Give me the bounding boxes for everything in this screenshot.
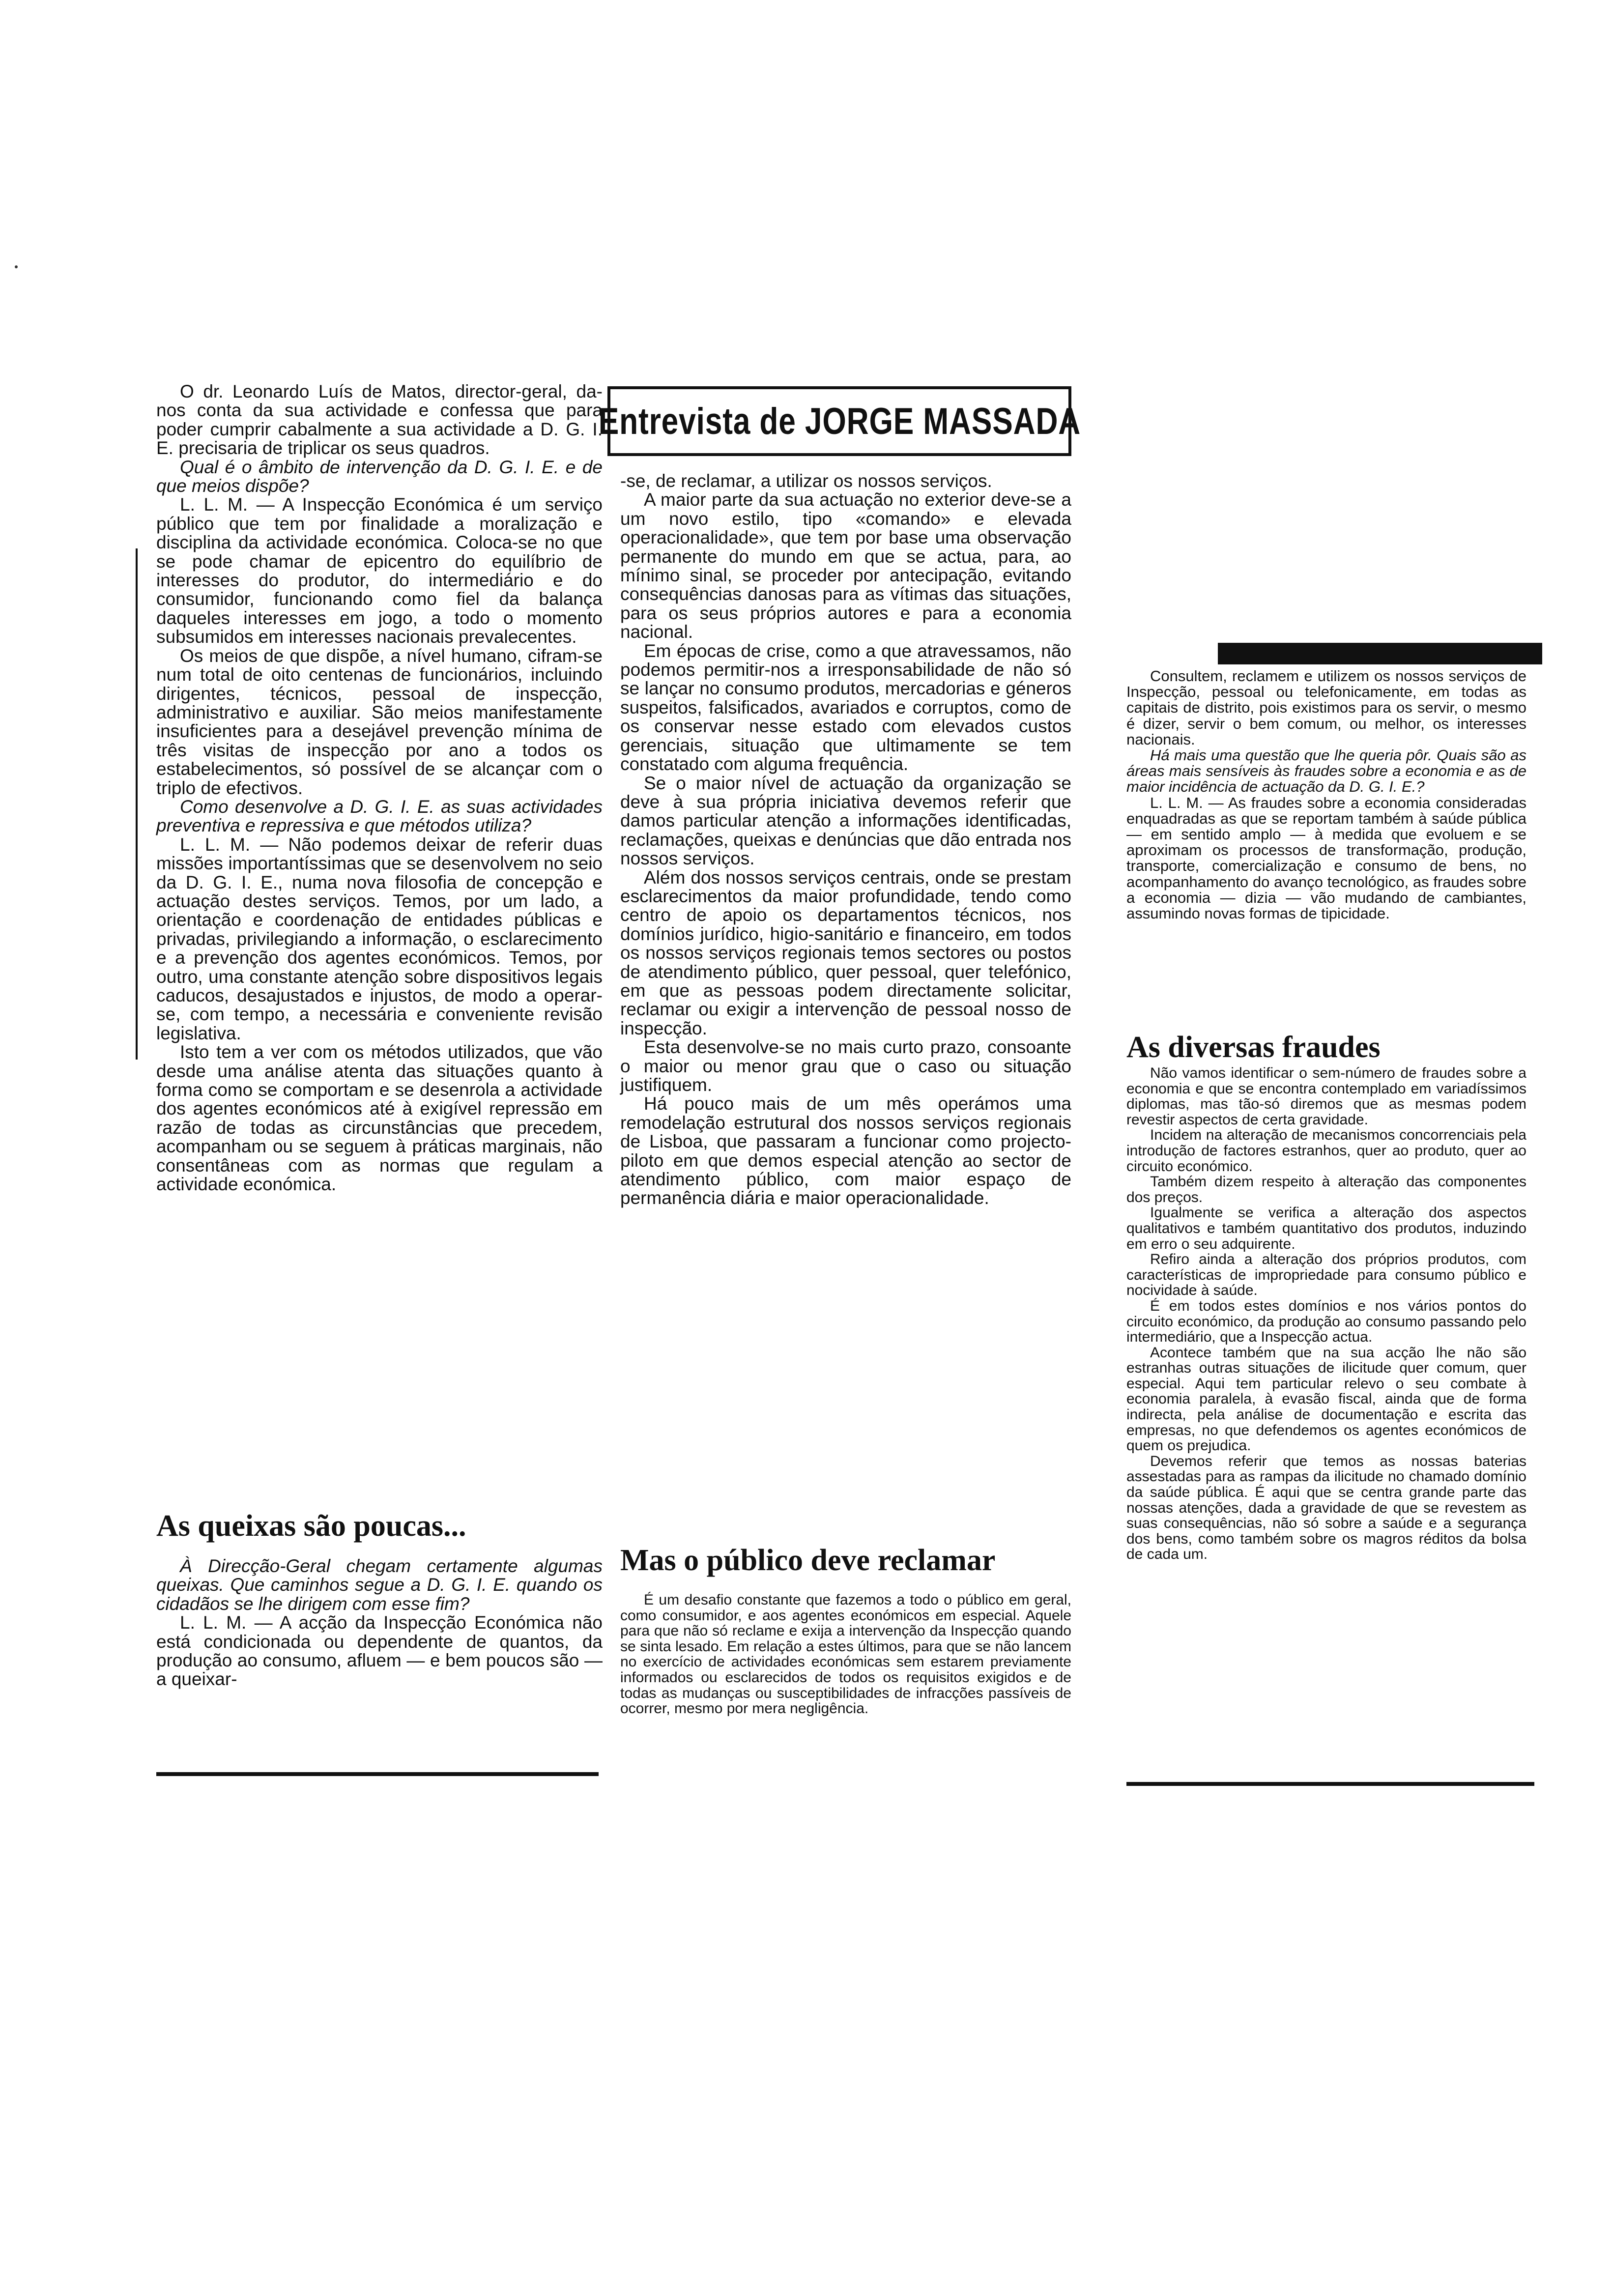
headline: Entrevista de JORGE MASSADA (598, 400, 1081, 442)
column-left-continued (156, 1557, 603, 1689)
paragraph: Devemos referir que temos as nossas baterias assestadas para as rampas da ilicitude no chamado domínio da saúde pública. É aqui que se centra grande parte das nossas atenções, dada a gravidade de que se revestem as suas consequências, não só sobre a saúde e a segurança dos bens, como também sobre os magros réditos da bolsa de cada um. (1126, 1453, 1526, 1563)
paragraph: Isto tem a ver com os métodos utilizados, que vão desde uma análise atenta das situações quanto à forma como se comportam e se desenrola a actividade dos agentes económicos até à exigível repressão em razão de todas as circunstâncias que precedem, acompanham ou se seguem à práticas marginais, não consentâneas com as normas que regulam a actividade económica. (156, 1042, 603, 1195)
paragraph: Igualmente se verifica a alteração dos aspectos qualitativos e também quantitativo dos produtos, induzindo em erro o seu adquirente. (1126, 1205, 1526, 1252)
column-middle-continued (620, 1592, 1071, 1717)
paragraph: L. L. M. — Não podemos deixar de referir duas missões importantíssimas que se desenvolvem no seio da D. G. I. E., numa nova filosofia de concepção e actuação destes serviços. Temos, por um lado, a orientação e coordenação de entidades públicas e privadas, privilegiando a informação, o esclarecimento e a prevenção dos agentes económicos. Temos, por outro, uma constante atenção sobre dispositivos legais caducos, desajustados e injustos, de modo a operar-se, com tempo, a necessária e conveniente revisão legislativa. (156, 834, 603, 1043)
bottom-rule-left (156, 1772, 599, 1776)
paragraph: Incidem na alteração de mecanismos concorrenciais pela introdução de factores estranhos, quer ao produto, quer ao circuito económico. (1126, 1127, 1526, 1175)
subhead-fraudes: As diversas fraudes (1126, 1031, 1381, 1064)
paragraph: Os meios de que dispõe, a nível humano, cifram-se num total de oito centenas de funcionários, incluindo dirigentes, técnicos, pessoal de inspecção, administrativo e auxiliar. São meios manifestamente insuficientes para a desejável prevenção mínima de três visitas de inspecção por ano a todos os estabelecimentos, só possível de se alcançar com o triplo de efectivos. (156, 645, 603, 798)
interview-question: Qual é o âmbito de intervenção da D. G. I. E. e de que meios dispõe? (156, 457, 603, 496)
paragraph: Em épocas de crise, como a que atravessamos, não podemos permitir-nos a irresponsabilidade de não só se lançar no consumo produtos, mercadorias e géneros suspeitos, falsificados, avariados e corruptos, como de os conservar nesse estado com elevados custos gerenciais, situação que ultimamente se tem constatado com alguma frequência. (620, 640, 1071, 775)
paragraph: L. L. M. — A Inspecção Económica é um serviço público que tem por finalidade a moralização e disciplina da actividade económica. Coloca-se no que se pode chamar de epicentro do equilíbrio de interesses do produtor, do intermediário e do consumidor, funcionando como fiel da balança daqueles interesses em jogo, a todo o momento subsumidos em interesses nacionais prevalecentes. (156, 494, 603, 647)
bottom-rule-right (1126, 1782, 1534, 1786)
column-left (156, 382, 603, 1194)
paragraph: O dr. Leonardo Luís de Matos, director-geral, da-nos conta da sua actividade e confessa que para poder cumprir cabalmente a sua actividade a D. G. I. E. precisaria de triplicar os seus quadros. (156, 381, 603, 459)
interview-question: Como desenvolve a D. G. I. E. as suas actividades preventiva e repressiva e que métodos utiliza? (156, 796, 603, 836)
paragraph: Refiro ainda a alteração dos próprios produtos, com características de impropriedade para consumo público e nocividade à saúde. (1126, 1251, 1526, 1299)
paragraph: Também dizem respeito à alteração das componentes dos preços. (1126, 1174, 1526, 1205)
paragraph: L. L. M. — As fraudes sobre a economia consideradas enquadradas as que se reportam também à saúde pública — em sentido amplo — à medida que evoluem e se aproximam os processos de transformação, produção, transporte, comercialização e consumo de bens, no acompanhamento do avanço tecnológico, as fraudes sobre a economia — dizia — vão mudando de cambiantes, assumindo novas formas de tipicidade. (1126, 794, 1526, 922)
paragraph: É em todos estes domínios e nos vários pontos do circuito económico, da produção ao consumo passando pelo intermediário, que a Inspecção actua. (1126, 1297, 1526, 1346)
interview-question: Há mais uma questão que lhe queria pôr. Quais são as áreas mais sensíveis às fraudes sobre a economia e as de maior incidência de actuação da D. G. I. E.? (1126, 746, 1526, 796)
headline-box (598, 386, 1081, 456)
paragraph: A maior parte da sua actuação no exterior deve-se a um novo estilo, tipo «comando» e elevada operacionalidade», que tem por base uma observação permanente do mundo em que se actua, para, ao mínimo sinal, se proceder por antecipação, evitando consequências danosas para as vítimas das situações, para os seus próprios autores e para a economia nacional. (620, 489, 1071, 642)
interview-question: À Direcção-Geral chegam certamente algumas queixas. Que caminhos segue a D. G. I. E. quando os cidadãos se lhe dirigem com esse fim? (156, 1556, 603, 1614)
paragraph: -se, de reclamar, a utilizar os nossos serviços. (620, 471, 992, 491)
subhead-queixas: As queixas são poucas... (156, 1509, 466, 1543)
column-right (1126, 668, 1526, 921)
scan-speck (15, 265, 18, 268)
subhead-publico: Mas o público deve reclamar (620, 1544, 996, 1577)
paragraph: Acontece também que na sua acção lhe não são estranhas outras situações de ilicitude quer comum, quer especial. Aqui tem particular relevo o seu combate à economia paralela, à evasão fiscal, ainda que de forma indirecta, pela análise de documentação e escrita das empresas, no que defendemos os agentes económicos de quem os prejudica. (1126, 1344, 1526, 1454)
column-right-continued (1126, 1065, 1526, 1562)
paragraph: Se o maior nível de actuação da organização se deve à sua própria iniciativa devemos referir que damos particular atenção a informações identificadas, reclamações, queixas e denúncias que dão entrada nos nossos serviços. (620, 773, 1071, 869)
paragraph: Esta desenvolve-se no mais curto prazo, consoante o maior ou menor grau que o caso ou situação justifiquem. (620, 1037, 1071, 1095)
column-marker (136, 548, 138, 1060)
column-middle (620, 472, 1071, 1208)
paragraph: É um desafio constante que fazemos a todo o público em geral, como consumidor, e aos agentes económicos em especial. Aquele para que não só reclame e exija a intervenção da Inspecção quando se sinta lesado. Em relação a estes últimos, para que se não lancem no exercício de actividades económicas sem estarem previamente informados ou esclarecidos de todos os requisitos exigidos e de todas as mudanças ou susceptibilidades de infracções passíveis de ocorrer, mesmo por mera negligência. (620, 1592, 1071, 1717)
paragraph: Além dos nossos serviços centrais, onde se prestam esclarecimentos da maior profundidade, tendo como centro de apoio os departamentos técnicos, nos domínios jurídico, higio-sanitário e financeiro, em todos os nossos serviços regionais temos sectores ou postos de atendimento público, quer pessoal, quer telefónico, em que as pessoas podem directamente solicitar, reclamar ou exigir a intervenção de pessoal nosso de inspecção. (620, 867, 1071, 1038)
paragraph: Consultem, reclamem e utilizem os nossos serviços de Inspecção, pessoal ou telefonicamente, em todas as capitais de distrito, pois existimos para os servir, o mesmo é dizer, servir o bem comum, ou melhor, os interesses nacionais. (1126, 667, 1526, 748)
paragraph: Há pouco mais de um mês operámos uma remodelação estrutural dos nossos serviços regionais de Lisboa, que passaram a funcionar como projecto-piloto em que demos especial atenção ao sector de atendimento público, com maior espaço de permanência diária e maior operacionalidade. (620, 1093, 1071, 1208)
paragraph: L. L. M. — A acção da Inspecção Económica não está condicionada ou dependente de quantos, da produção ao consumo, afluem — e bem poucos são — a queixar- (156, 1612, 603, 1690)
paragraph: Não vamos identificar o sem-número de fraudes sobre a economia e que se encontra contemplado em variadíssimos diplomas, mas tão-só diremos que as mesmas podem revestir aspectos de certa gravidade. (1126, 1065, 1526, 1128)
section-bar (1218, 643, 1542, 664)
